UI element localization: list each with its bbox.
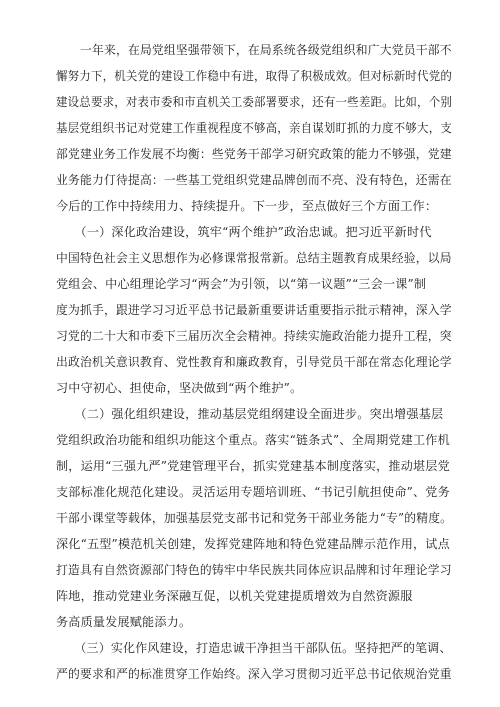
text-line: 部党建业务工作发展不均衡：些党务干部学习研究政策的能力不够强，党建 xyxy=(56,147,452,161)
text-line: 懈努力下，机关党的建设工作稳中有进，取得了积极成效。但对标新时代党的 xyxy=(56,69,453,83)
text-line: 出政治机关意识教育、党性教育和廉政教育，引导党员干部在常态化理论学 xyxy=(56,355,452,369)
text-line: （三）实化作风建设，打造忠诚干净担当干部队伍。坚持把严的笔调、 xyxy=(56,641,452,655)
text-line: 业务能力仃待提高：一些基工党组织党建品牌创而不亮、没有特色，还需在 xyxy=(56,173,452,187)
text-line: 中国特色社会主义思想作为必修课常报常新。总结主题教育成果经验，以局 xyxy=(56,251,452,265)
text-line: 打造具有自然资源部门特色的铸牢中华民族共同体应识品牌和讨年理论学习 xyxy=(56,563,452,577)
text-line: 建设总要求，对表市委和市直机关工委部署要求，还有一些差距。比如，个别 xyxy=(56,95,453,109)
text-line: 习中守初心、担使命，坚决做到“两个维护”。 xyxy=(56,381,303,395)
text-line: 一年来，在局党组坚强带领下，在局系统各级党组织和广大党员干部不 xyxy=(56,43,452,57)
text-line: 支部标准化规范化建设。灵活运用专题培训班、“书记引航担使命”、党务 xyxy=(56,485,450,499)
text-line: 阵地，推动党建业务深融互促，以机关党建提质增效为自然资源服 xyxy=(56,589,413,603)
text-line: 习党的二十大和市委下三届历次全会精神。持续实施政治能力提升工程，突 xyxy=(56,329,452,343)
text-line: 基层党组织书记对党建工作重视程度不够高，亲自谋划盯抓的力度不够大，支 xyxy=(56,121,453,135)
text-line: 严的要求和严的标准贯穿工作始终。深入学习贯彻习近平总书记依规治党重 xyxy=(56,667,452,681)
text-line: 务高质量发展赋能添力。 xyxy=(56,615,192,629)
text-line: 党组织政治功能和组织功能这个重点。落实“链条式”、全周期党建工作机 xyxy=(56,433,450,447)
text-line: 制，运用“三强九严”党建管理平台，抓实党建基本制度落实，推动堪层党 xyxy=(56,459,450,473)
text-line: 度为抓手，跟进学习习近平总书记最新重要讲话重要指示批示精神，深入学 xyxy=(56,303,452,317)
text-line: 党组会、中心组理论学习“两会”为引领，以“第一议题”“三会一课”制 xyxy=(56,277,427,291)
text-line: 深化“五型”模范机关创建，发挥党建阵地和特色党建品牌示范作用，试点 xyxy=(56,537,450,551)
text-line: （一）深化政治建设，筑牢“两个维护”政治忠诚。把习近平新时代 xyxy=(56,225,432,239)
text-line: 干部小课堂等载体，加强基层党支部书记和党务干部业务能力“专”的精度。 xyxy=(56,511,453,525)
text-line: 今后的工作中持续用力、持续提升。下一步，至点做好三个方面工作： xyxy=(56,199,438,213)
text-line: （二）强化组织建设，推动基层党组纲建设全面进步。突出增强基层 xyxy=(56,407,444,421)
